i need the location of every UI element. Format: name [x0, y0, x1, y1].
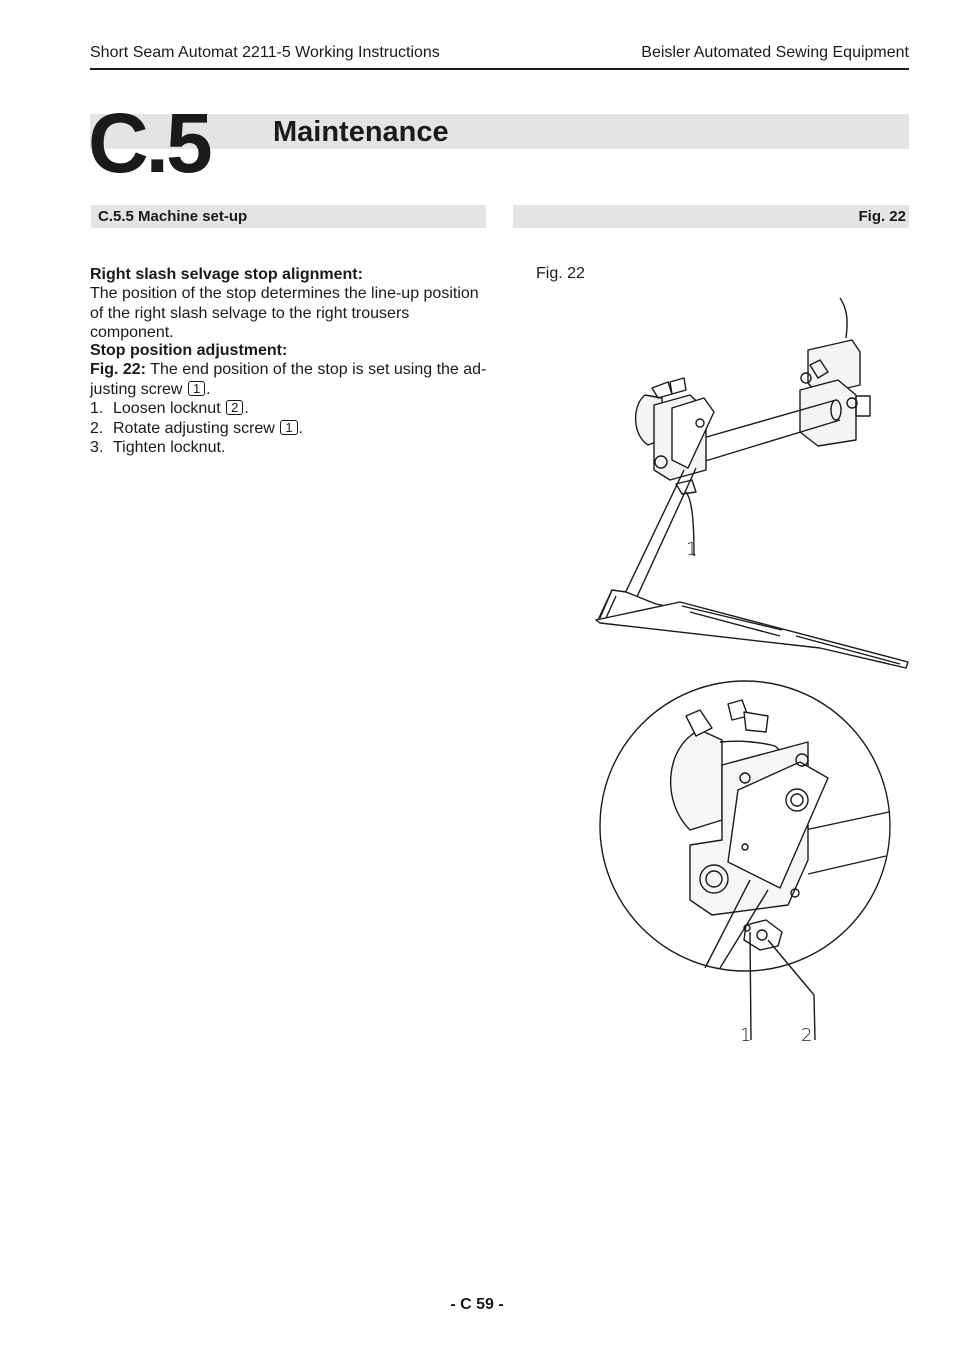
- adjustment-heading: Stop position adjustment:: [90, 342, 288, 359]
- alignment-paragraph: The position of the stop determines the line-up position of the right slash selvage to the right trousers component.: [90, 285, 479, 342]
- step-number: 1.: [90, 400, 104, 418]
- callout-label: 1: [740, 1025, 752, 1046]
- step-text: Loosen locknut: [113, 400, 221, 418]
- overview-drawing: [596, 298, 908, 668]
- figure-caption: Fig. 22: [536, 265, 585, 282]
- page-number: - C 59 -: [450, 1296, 504, 1313]
- alignment-heading: Right slash selvage stop alignment:: [90, 266, 363, 283]
- step-number: 2.: [90, 419, 104, 437]
- period: .: [244, 400, 249, 418]
- chapter-number: C.5: [88, 96, 210, 190]
- period: .: [298, 419, 303, 437]
- header-company: Beisler Automated Sewing Equipment: [641, 44, 909, 61]
- callout-label: 1: [686, 539, 698, 560]
- chapter-title: Maintenance: [273, 116, 449, 148]
- step-number: 3.: [90, 439, 104, 457]
- key-callout: 1: [280, 420, 297, 435]
- key-callout: 2: [226, 400, 243, 415]
- section-title: C.5.5 Machine set-up: [98, 208, 248, 225]
- adjustment-text: The end position of the stop is set using the ad-justing screw: [90, 361, 487, 398]
- callout-label: 2: [801, 1025, 813, 1046]
- detail-drawing: [600, 681, 890, 1040]
- key-callout: 1: [188, 381, 205, 396]
- fig-ref-label: Fig. 22:: [90, 361, 147, 379]
- header-doc-title: Short Seam Automat 2211-5 Working Instructions: [90, 44, 440, 61]
- period: .: [206, 380, 211, 398]
- step-text: Tighten locknut.: [113, 439, 226, 457]
- figure-ref: Fig. 22: [858, 208, 906, 225]
- step-text: Rotate adjusting screw: [113, 419, 275, 437]
